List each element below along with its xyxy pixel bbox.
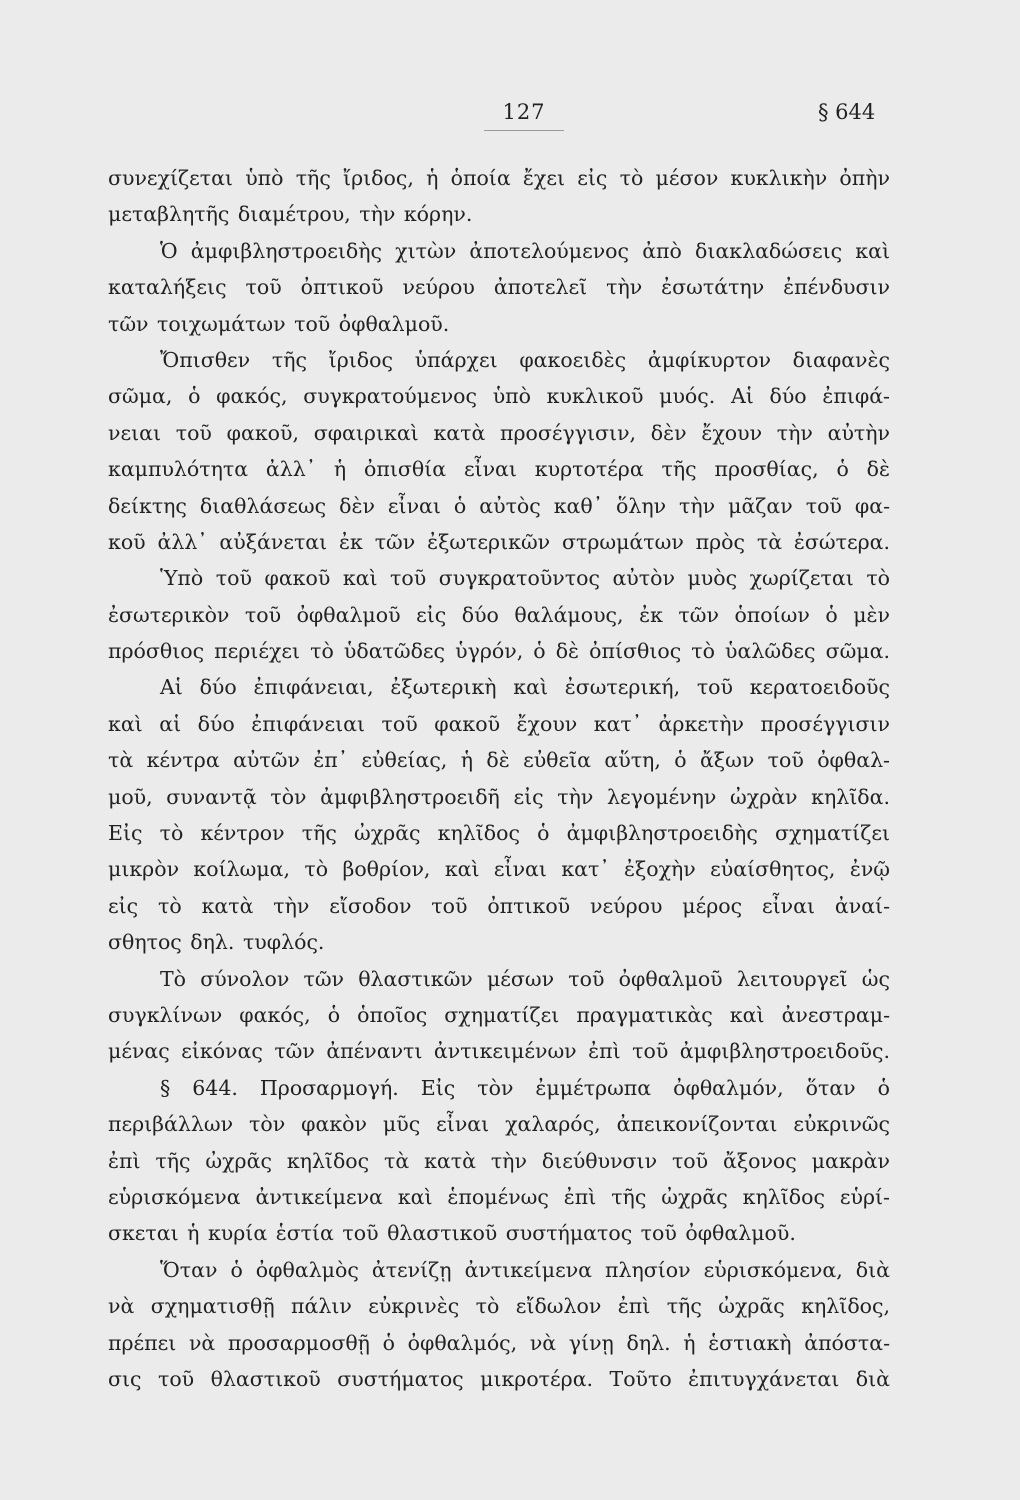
text-line: σθητος δηλ. τυφλός. [108,930,325,955]
text-line: μοῦ, συναντᾷ τὸν ἀμφιβληστροειδῆ εἰς τὴν λεγομένην ὠχρὰν κηλῖδα. [108,784,890,809]
text-line: Αἱ δύο ἐπιφάνειαι, ἐξωτερικὴ καὶ ἐσωτερική, τοῦ κερατοειδοῦς [160,675,890,700]
text-line: μένας εἰκόνας τῶν ἀπέναντι ἀντικειμένων ἐπὶ τοῦ ἀμφιβληστροειδοῦς. [108,1039,890,1064]
text-line: δείκτης διαθλάσεως δὲν εἶναι ὁ αὐτὸς καθ᾽ ὅλην τὴν μᾶζαν τοῦ φα- [108,493,890,518]
text-line: περιβάλλων τὸν φακὸν μῦς εἶναι χαλαρός, ἀπεικονίζονται εὐκρινῶς [108,1112,890,1137]
section-reference: § 644 [818,100,876,124]
page-number: 127 [502,100,546,124]
text-line: σκεται ἡ κυρία ἑστία τοῦ θλαστικοῦ συστήματος τοῦ ὀφθαλμοῦ. [108,1221,796,1246]
text-line: ἐσωτερικὸν τοῦ ὀφθαλμοῦ εἰς δύο θαλάμους, ἐκ τῶν ὁποίων ὁ μὲν [108,602,890,627]
text-line: τὰ κέντρα αὐτῶν ἐπ᾽ εὐθείας, ἡ δὲ εὐθεῖα αὕτη, ὁ ἄξων τοῦ ὀφθαλ- [108,748,890,773]
text-line: τῶν τοιχωμάτων τοῦ ὀφθαλμοῦ. [108,311,450,336]
text-line: πρόσθιος περιέχει τὸ ὑδατῶδες ὑγρόν, ὁ δὲ ὀπίσθιος τὸ ὑαλῶδες σῶμα. [108,639,890,664]
text-line: καμπυλότητα ἀλλ᾽ ἡ ὀπισθία εἶναι κυρτοτέρα τῆς προσθίας, ὁ δὲ [108,457,890,482]
text-line: νειαι τοῦ φακοῦ, σφαιρικαὶ κατὰ προσέγγισιν, δὲν ἔχουν τὴν αὐτὴν [108,420,890,445]
text-line: κοῦ ἀλλ᾽ αὐξάνεται ἐκ τῶν ἐξωτερικῶν στρωμάτων πρὸς τὰ ἐσώτερα. [108,529,890,554]
text-line: § 644. Προσαρμογή. Εἰς τὸν ἐμμέτρωπα ὀφθαλμόν, ὅταν ὁ [160,1075,890,1100]
text-line: σις τοῦ θλαστικοῦ συστήματος μικροτέρα. Τοῦτο ἐπιτυγχάνεται διὰ [108,1366,890,1391]
text-line: εὑρισκόμενα ἀντικείμενα καὶ ἑπομένως ἐπὶ τῆς ὠχρᾶς κηλῖδος εὑρί- [108,1184,890,1209]
text-line: Ὁ ἀμφιβληστροειδὴς χιτὼν ἀποτελούμενος ἀπὸ διακλαδώσεις καὶ [160,238,890,263]
text-line: εἰς τὸ κατὰ τὴν εἴσοδον τοῦ ὀπτικοῦ νεύρου μέρος εἶναι ἀναί- [108,893,890,918]
text-line: καὶ αἱ δύο ἐπιφάνειαι τοῦ φακοῦ ἔχουν κατ᾽ ἀρκετὴν προσέγγισιν [108,711,890,736]
text-line: Ὅταν ὁ ὀφθαλμὸς ἀτενίζῃ ἀντικείμενα πλησίον εὑρισκόμενα, διὰ [160,1257,890,1282]
page-number-rule [484,130,564,131]
text-line: μικρὸν κοίλωμα, τὸ βοθρίον, καὶ εἶναι κατ᾽ ἐξοχὴν εὐαίσθητος, ἐνῷ [108,857,890,882]
text-line: ἐπὶ τῆς ὠχρᾶς κηλῖδος τὰ κατὰ τὴν διεύθυνσιν τοῦ ἄξονος μακρὰν [108,1148,890,1173]
text-line: συνεχίζεται ὑπὸ τῆς ἴριδος, ἡ ὁποία ἔχει εἰς τὸ μέσον κυκλικὴν ὀπὴν [108,166,890,190]
text-line: συγκλίνων φακός, ὁ ὁποῖος σχηματίζει πραγματικὰς καὶ ἀνεστραμ- [108,1002,890,1027]
body-text [108,160,890,1397]
text-line: Εἰς τὸ κέντρον τῆς ὠχρᾶς κηλῖδος ὁ ἀμφιβληστροειδὴς σχηματίζει [108,821,890,846]
text-line: νὰ σχηματισθῇ πάλιν εὐκρινὲς τὸ εἴδωλον ἐπὶ τῆς ὠχρᾶς κηλῖδος, [108,1294,890,1319]
text-line: Ὑπὸ τοῦ φακοῦ καὶ τοῦ συγκρατοῦντος αὐτὸν μυὸς χωρίζεται τὸ [160,566,890,591]
page-header [0,100,1020,140]
text-line: μεταβλητῆς διαμέτρου, τὴν κόρην. [108,202,473,227]
text-line: Τὸ σύνολον τῶν θλαστικῶν μέσων τοῦ ὀφθαλμοῦ λειτουργεῖ ὡς [160,966,890,991]
text-line: Ὄπισθεν τῆς ἴριδος ὑπάρχει φακοειδὲς ἀμφίκυρτον διαφανὲς [160,347,890,372]
text-line: καταλήξεις τοῦ ὀπτικοῦ νεύρου ἀποτελεῖ τὴν ἐσωτάτην ἐπένδυσιν [108,275,890,300]
text-line: σῶμα, ὁ φακός, συγκρατούμενος ὑπὸ κυκλικοῦ μυός. Αἱ δύο ἐπιφά- [108,384,890,409]
text-line: πρέπει νὰ προσαρμοσθῇ ὁ ὀφθαλμός, νὰ γίνῃ δηλ. ἡ ἑστιακὴ ἀπόστα- [108,1330,890,1355]
